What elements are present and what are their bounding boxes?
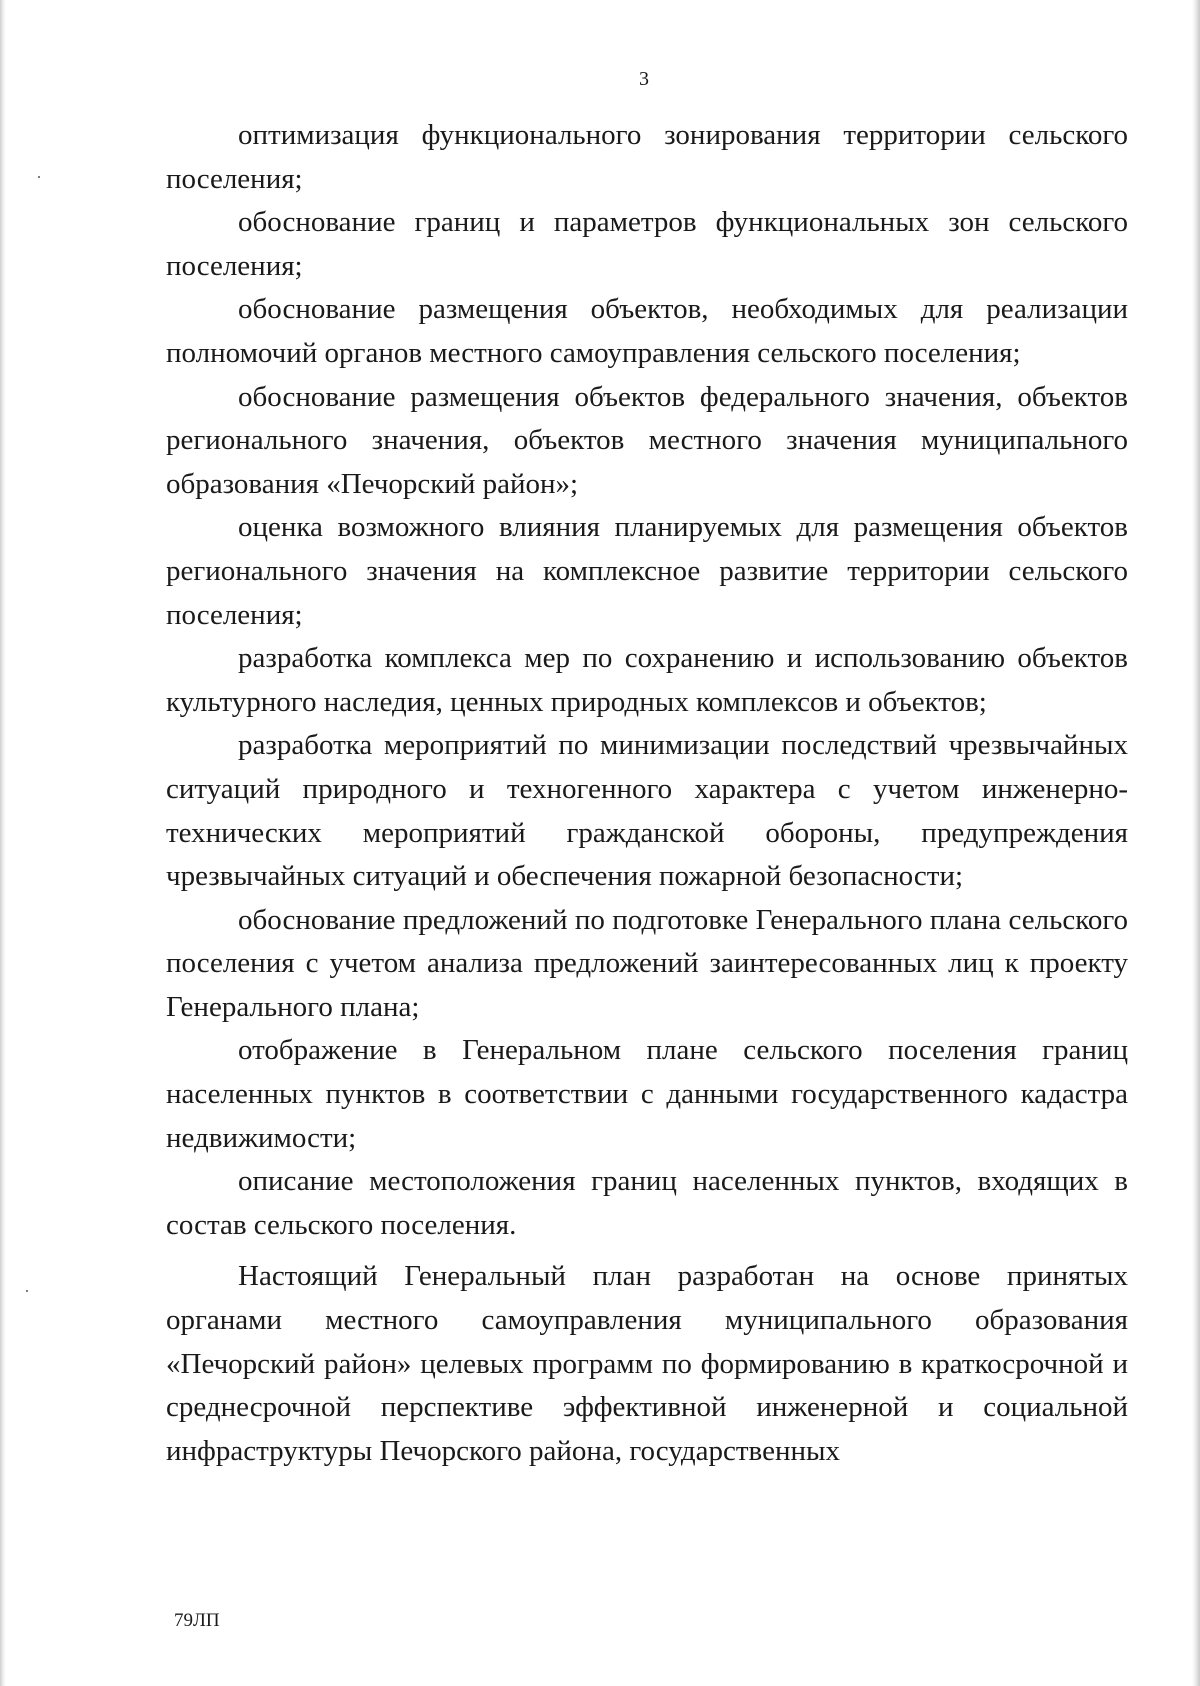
scan-speck — [38, 176, 40, 178]
page-number: 3 — [639, 68, 649, 90]
paragraph: разработка мероприятий по минимизации последствий чрезвычайных ситуаций природного и техногенного характера с учетом инженерно-технических мероприятий гражданской обороны, предупреждения чрезвычайных ситуаций и обеспечения пожарной безопасности; — [166, 729, 1128, 893]
paragraph: разработка комплекса мер по сохранению и использованию объектов культурного наследия, ценных природных комплексов и объектов; — [166, 642, 1128, 718]
scan-speck — [26, 1290, 28, 1292]
scan-edge-right — [1192, 0, 1200, 1686]
paragraph: обоснование размещения объектов, необходимых для реализации полномочий органов местного самоуправления сельского поселения; — [166, 293, 1128, 369]
paragraph: оптимизация функционального зонирования территории сельского поселения; — [166, 119, 1128, 195]
paragraph: обоснование предложений по подготовке Генерального плана сельского поселения с учетом анализа предложений заинтересованных лиц к проекту Генерального плана; — [166, 903, 1128, 1023]
paragraph: оценка возможного влияния планируемых для размещения объектов регионального значения на комплексное развитие территории сельского поселения; — [166, 511, 1128, 631]
paragraph: обоснование границ и параметров функциональных зон сельского поселения; — [166, 206, 1128, 282]
paragraph: описание местоположения границ населенных пунктов, входящих в состав сельского поселения. — [166, 1165, 1128, 1241]
document-body — [166, 114, 1128, 1473]
scan-edge-left — [0, 0, 6, 1686]
paragraph: обоснование размещения объектов федерального значения, объектов регионального значения, объектов местного значения муниципального образования «Печорский район»; — [166, 380, 1128, 500]
document-code: 79ЛП — [174, 1610, 220, 1631]
paragraph: отображение в Генеральном плане сельского поселения границ населенных пунктов в соответствии с данными государственного кадастра недвижимости; — [166, 1034, 1128, 1154]
paragraph: Настоящий Генеральный план разработан на основе принятых органами местного самоуправления муниципального образования «Печорский район» целевых программ по формированию в краткосрочной и среднесрочной перспективе эффективной инженерной и социальной инфраструктуры Печорского района, государственных — [166, 1260, 1128, 1467]
